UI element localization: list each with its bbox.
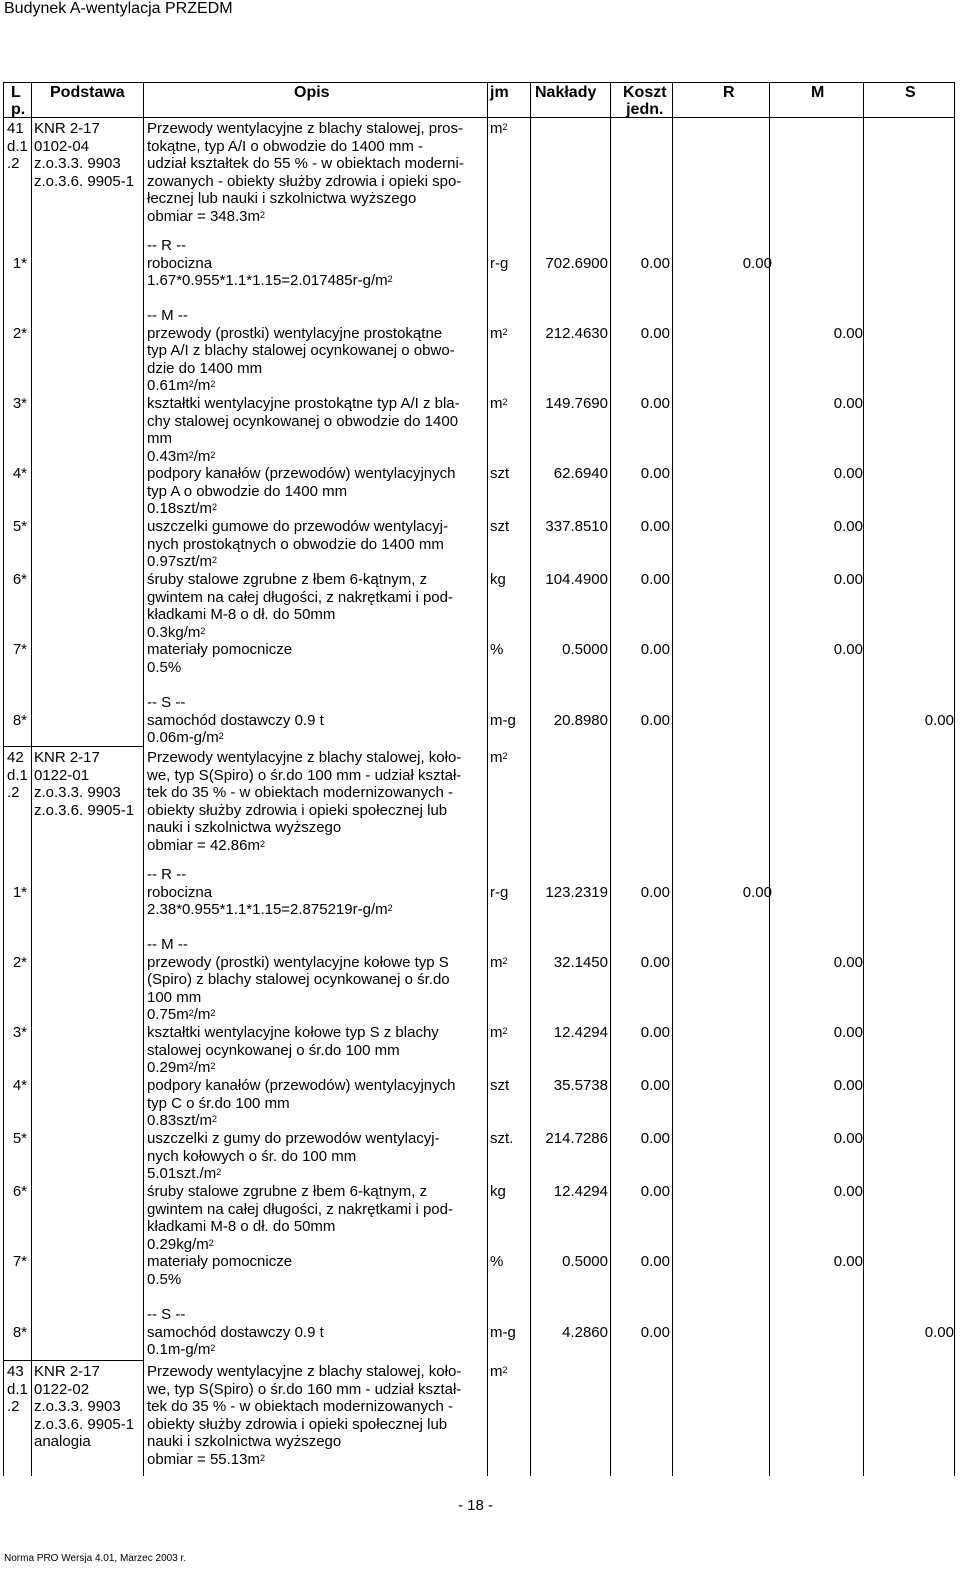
item-description: przewody (prostki) wentylacyjne kołowe typ S (147, 953, 449, 971)
item-description: samochód dostawczy 0.9 t (147, 711, 324, 729)
item-value-s: 0.00 (924, 1323, 954, 1341)
position-basis: z.o.3.3. 9903 (34, 155, 121, 173)
item-number: 5* (12, 518, 27, 535)
position-description: nauki i szkolnictwa wyższego (147, 819, 342, 837)
item-quantity: 0.5000 (562, 1253, 608, 1270)
item-description: $0.97szt/m^2$ (147, 553, 218, 571)
item-unit: m-g (490, 1323, 516, 1341)
item-unit: % (490, 1253, 504, 1270)
item-quantity: 702.6900 (545, 254, 608, 272)
position-description: tek do 35 % - w obiektach modernizowanych - (147, 784, 453, 802)
resource-section-label: -- M -- (147, 307, 188, 324)
item-description: materiały pomocnicze (147, 641, 293, 658)
header-divider (3, 117, 955, 118)
item-description: gwintem na całej długości, z nakrętkami i pod- (147, 1200, 453, 1218)
item-number: 7* (12, 1253, 27, 1270)
item-number: 3* (12, 395, 27, 412)
item-unit-cost: 0.00 (640, 518, 670, 535)
position-description: we, typ S(Spiro) o śr.do 160 mm - udział kształ- (147, 1380, 462, 1398)
item-description: $0.75m^2/m^2$ (147, 1006, 216, 1024)
position-number: .2 (7, 155, 20, 173)
item-unit: $m^2$ (490, 953, 508, 971)
item-value-m: 0.00 (833, 953, 863, 971)
item-number: 4* (12, 1077, 27, 1094)
header-podstawa: Podstawa (50, 84, 125, 101)
position-basis: z.o.3.6. 9905-1 (34, 801, 135, 819)
item-unit: kg (490, 1183, 506, 1200)
item-quantity: 32.1450 (553, 953, 608, 971)
item-description: nych prostokątnych o obwodzie do 1400 mm (147, 535, 444, 553)
item-unit-cost: 0.00 (640, 465, 670, 482)
item-number: 3* (12, 1024, 27, 1041)
position-description: tek do 35 % - w obiektach modernizowanych - (147, 1398, 453, 1416)
item-description: $0.06m-g/m^2$ (147, 729, 224, 747)
item-unit-cost: 0.00 (640, 641, 670, 658)
item-value-m: 0.00 (833, 395, 863, 412)
item-quantity: 104.4900 (545, 571, 608, 588)
position-description: Przewody wentylacyjne z blachy stalowej, koło- (147, 1363, 462, 1380)
position-basis: z.o.3.3. 9903 (34, 1398, 121, 1416)
item-description: mm (147, 430, 172, 448)
item-description: uszczelki z gumy do przewodów wentylacyj- (147, 1130, 440, 1147)
item-unit: szt (490, 518, 510, 535)
position-basis: KNR 2-17 (34, 1363, 100, 1380)
position-description: Przewody wentylacyjne z blachy stalowej, pros- (147, 120, 463, 137)
item-description: gwintem na całej długości, z nakrętkami i pod- (147, 588, 453, 606)
item-description: dzie do 1400 mm (147, 359, 263, 377)
item-description: 0.5% (147, 1270, 182, 1288)
item-value-m: 0.00 (833, 1024, 863, 1041)
item-quantity: 0.5000 (562, 641, 608, 658)
item-unit: % (490, 641, 504, 658)
item-unit-cost: 0.00 (640, 1253, 670, 1270)
position-description: we, typ S(Spiro) o śr.do 100 mm - udział kształ- (147, 766, 462, 784)
item-description: $5.01szt./m^2$ (147, 1165, 222, 1183)
item-description: 0.5% (147, 658, 182, 676)
item-value-m: 0.00 (833, 571, 863, 588)
item-unit-cost: 0.00 (640, 254, 670, 272)
item-description: typ A/I z blachy stalowej ocynkowanej o obwo- (147, 342, 455, 360)
resource-section-label: -- M -- (147, 936, 188, 953)
position-basis: z.o.3.6. 9905-1 (34, 172, 135, 190)
header-koszt: Koszt jedn. (623, 84, 667, 118)
resource-section-label: -- S -- (147, 1306, 186, 1323)
item-quantity: 149.7690 (545, 395, 608, 412)
item-number: 2* (12, 324, 27, 342)
item-value-m: 0.00 (833, 1183, 863, 1200)
resource-section-label: -- R -- (147, 237, 187, 254)
item-value-m: 0.00 (833, 324, 863, 342)
column-divider (143, 82, 144, 1476)
column-divider (31, 82, 32, 1476)
item-number: 1* (12, 883, 27, 901)
item-unit-cost: 0.00 (640, 883, 670, 901)
item-unit-cost: 0.00 (640, 1183, 670, 1200)
column-divider (863, 82, 864, 1476)
position-description: nauki i szkolnictwa wyższego (147, 1433, 342, 1451)
item-description: (Spiro) z blachy stalowej ocynkowanej o śr.do (147, 971, 450, 989)
item-unit: szt (490, 465, 510, 482)
item-number: 6* (12, 1183, 27, 1200)
item-unit: r-g (490, 254, 509, 272)
item-value-r: 0.00 (742, 254, 772, 272)
item-description: samochód dostawczy 0.9 t (147, 1323, 324, 1341)
position-divider (3, 1360, 143, 1361)
position-basis: 0102-04 (34, 137, 90, 155)
item-unit-cost: 0.00 (640, 1077, 670, 1094)
item-value-m: 0.00 (833, 518, 863, 535)
item-unit: m-g (490, 711, 516, 729)
item-quantity: 35.5738 (553, 1077, 608, 1094)
item-unit-cost: 0.00 (640, 1024, 670, 1041)
header-m: M (811, 84, 825, 101)
item-value-r: 0.00 (742, 883, 772, 901)
item-number: 2* (12, 953, 27, 971)
position-description: zowanych - obiekty służby zdrowia i opieki spo- (147, 172, 462, 190)
document-title: Budynek A-wentylacja PRZEDM (4, 0, 233, 17)
position-description: obiekty służby zdrowia i opieki społecznej lub (147, 1415, 448, 1433)
item-unit: szt (490, 1077, 510, 1094)
position-description: łecznej lub nauki i szkolnictwa wyższego (147, 190, 417, 208)
header-r: R (723, 84, 735, 101)
item-description: $0.1m-g/m^2$ (147, 1341, 216, 1359)
item-value-m: 0.00 (833, 641, 863, 658)
position-basis: z.o.3.6. 9905-1 (34, 1415, 135, 1433)
position-number: 43 (7, 1363, 24, 1380)
item-number: 7* (12, 641, 27, 658)
item-value-m: 0.00 (833, 465, 863, 482)
header-opis: Opis (294, 84, 330, 101)
item-quantity: 4.2860 (562, 1323, 608, 1341)
position-unit: $m^2$ (490, 1363, 508, 1380)
header-s: S (905, 84, 916, 101)
item-description: uszczelki gumowe do przewodów wentylacyj- (147, 518, 448, 535)
item-description: kształtki wentylacyjne kołowe typ S z blachy (147, 1024, 439, 1041)
item-unit-cost: 0.00 (640, 1323, 670, 1341)
item-value-s: 0.00 (924, 711, 954, 729)
item-description: $0.3kg/m^2$ (147, 623, 206, 641)
item-quantity: 12.4294 (553, 1183, 608, 1200)
item-description: $0.29kg/m^2$ (147, 1235, 214, 1253)
item-value-m: 0.00 (833, 1077, 863, 1094)
item-unit: kg (490, 571, 506, 588)
position-basis: z.o.3.3. 9903 (34, 784, 121, 802)
item-description: nych kołowych o śr. do 100 mm (147, 1147, 357, 1165)
item-description: 100 mm (147, 988, 202, 1006)
position-basis: analogia (34, 1433, 91, 1451)
position-description: obmiar = $42.86m^2$ (147, 837, 265, 854)
item-description: $1.67*0.955*1.1*1.15=2.017485r-g/m^2$ (147, 272, 393, 290)
position-unit: $m^2$ (490, 120, 508, 137)
position-basis: 0122-01 (34, 766, 90, 784)
item-quantity: 337.8510 (545, 518, 608, 535)
item-description: chy stalowej ocynkowanej o obwodzie do 1400 (147, 412, 459, 430)
item-description: typ A o obwodzie do 1400 mm (147, 482, 348, 500)
item-description: kształtki wentylacyjne prostokątne typ A/I z bla- (147, 395, 460, 412)
item-description: kładkami M-8 o dł. do 50mm (147, 606, 336, 624)
item-value-m: 0.00 (833, 1130, 863, 1147)
item-description: materiały pomocnicze (147, 1253, 293, 1270)
item-quantity: 12.4294 (553, 1024, 608, 1041)
item-quantity: 214.7286 (545, 1130, 608, 1147)
item-quantity: 62.6940 (553, 465, 608, 482)
header-naklady: Nakłady (535, 84, 597, 101)
item-description: $0.18szt/m^2$ (147, 500, 218, 518)
item-quantity: 123.2319 (545, 883, 608, 901)
position-number: 41 (7, 120, 24, 137)
item-unit: r-g (490, 883, 509, 901)
column-divider (954, 82, 955, 1476)
position-unit: $m^2$ (490, 749, 508, 766)
resource-section-label: -- S -- (147, 694, 186, 711)
item-value-m: 0.00 (833, 1253, 863, 1270)
item-description: typ C o śr.do 100 mm (147, 1094, 290, 1112)
item-description: kładkami M-8 o dł. do 50mm (147, 1218, 336, 1236)
item-unit-cost: 0.00 (640, 395, 670, 412)
page-number: - 18 - (458, 1497, 494, 1514)
item-unit-cost: 0.00 (640, 711, 670, 729)
header-jm: jm (490, 84, 509, 101)
position-number: .2 (7, 1398, 20, 1416)
header-lp: L p. (11, 84, 26, 118)
item-description: $0.83szt/m^2$ (147, 1112, 218, 1130)
item-description: przewody (prostki) wentylacyjne prostokątne (147, 324, 443, 342)
position-basis: 0122-02 (34, 1380, 90, 1398)
position-basis: KNR 2-17 (34, 749, 100, 766)
header-divider (3, 82, 955, 83)
item-description: podpory kanałów (przewodów) wentylacyjnych (147, 1077, 456, 1094)
position-number: 42 (7, 749, 24, 766)
position-description: udział kształtek do 55 % - w obiektach moderni- (147, 155, 464, 173)
item-number: 6* (12, 571, 27, 588)
item-description: $2.38*0.955*1.1*1.15=2.875219r-g/m^2$ (147, 901, 393, 919)
software-footer: Norma PRO Wersja 4.01, Marzec 2003 r. (4, 1553, 187, 1564)
item-unit: szt. (490, 1130, 514, 1147)
item-description: $0.29m^2/m^2$ (147, 1059, 216, 1077)
item-number: 5* (12, 1130, 27, 1147)
item-quantity: 20.8980 (553, 711, 608, 729)
item-number: 8* (12, 1323, 27, 1341)
position-basis: KNR 2-17 (34, 120, 100, 137)
position-divider (3, 746, 143, 747)
item-description: stalowej ocynkowanej o śr.do 100 mm (147, 1041, 400, 1059)
column-divider (487, 82, 488, 1476)
position-number: d.1 (7, 1380, 28, 1398)
item-description: $0.61m^2/m^2$ (147, 377, 216, 395)
item-description: śruby stalowe zgrubne z łbem 6-kątnym, z (147, 1183, 428, 1200)
position-description: obmiar = $55.13m^2$ (147, 1451, 265, 1468)
item-description: podpory kanałów (przewodów) wentylacyjnych (147, 465, 456, 482)
item-number: 4* (12, 465, 27, 482)
item-unit-cost: 0.00 (640, 571, 670, 588)
item-unit: $m^2$ (490, 395, 508, 412)
item-description: robocizna (147, 254, 213, 272)
item-unit-cost: 0.00 (640, 953, 670, 971)
position-description: Przewody wentylacyjne z blachy stalowej, koło- (147, 749, 462, 766)
item-number: 1* (12, 254, 27, 272)
item-description: robocizna (147, 883, 213, 901)
cost-table (3, 82, 955, 1476)
column-divider (672, 82, 673, 1476)
item-quantity: 212.4630 (545, 324, 608, 342)
resource-section-label: -- R -- (147, 866, 187, 883)
position-number: .2 (7, 784, 20, 802)
item-unit: $m^2$ (490, 324, 508, 342)
position-number: d.1 (7, 137, 28, 155)
position-number: d.1 (7, 766, 28, 784)
position-description: obmiar = $348.3m^2$ (147, 208, 265, 225)
position-description: tokątne, typ A/I o obwodzie do 1400 mm - (147, 137, 423, 155)
item-description: $0.43m^2/m^2$ (147, 447, 216, 465)
item-unit-cost: 0.00 (640, 324, 670, 342)
item-unit: $m^2$ (490, 1024, 508, 1041)
position-description: obiekty służby zdrowia i opieki społecznej lub (147, 801, 448, 819)
item-number: 8* (12, 711, 27, 729)
item-unit-cost: 0.00 (640, 1130, 670, 1147)
item-description: śruby stalowe zgrubne z łbem 6-kątnym, z (147, 571, 428, 588)
